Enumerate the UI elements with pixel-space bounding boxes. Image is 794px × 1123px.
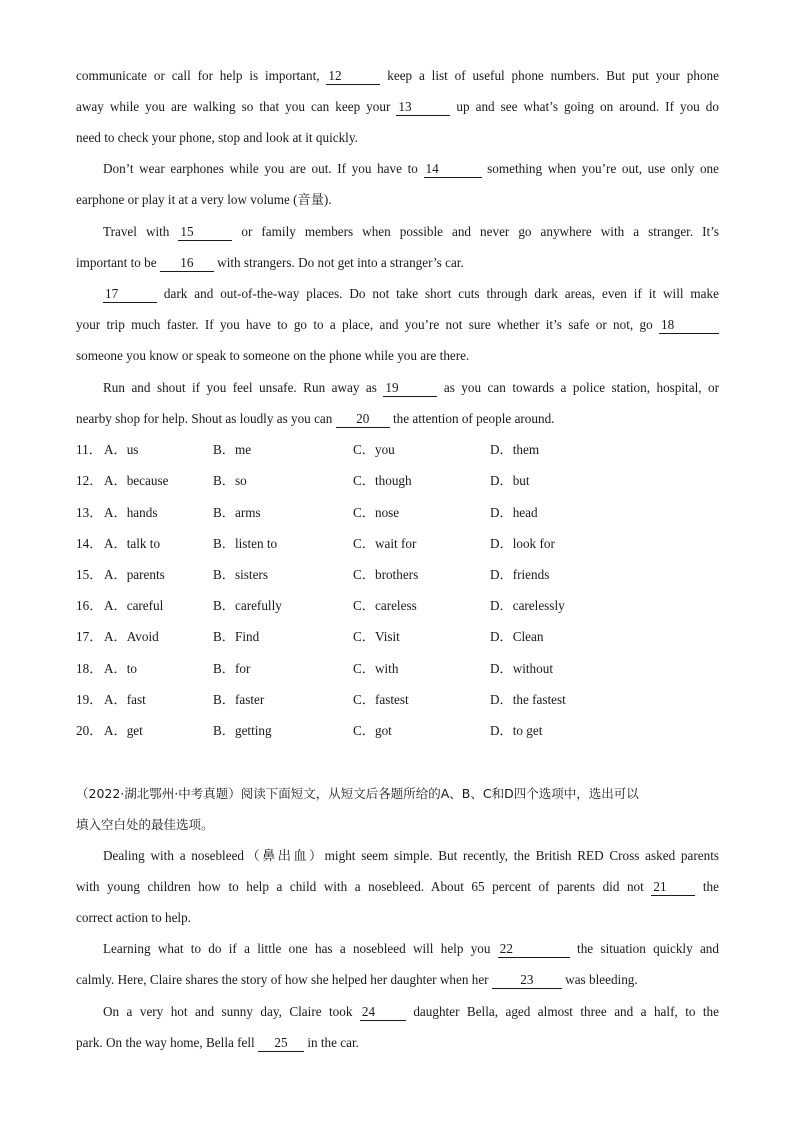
option-c: C．brothers xyxy=(353,567,419,582)
option-c: C．wait for xyxy=(353,536,417,551)
option-b: B．listen to xyxy=(213,536,278,551)
option-c: C．careless xyxy=(353,598,417,613)
option-a: A．parents xyxy=(104,567,165,582)
blank-16: 16 xyxy=(160,255,214,272)
text-line: nearby shop for help. Shout as loudly as you can 20 the attention of people around. xyxy=(76,411,555,426)
option-a: A．get xyxy=(104,723,143,738)
section-instruction: 填入空白处的最佳选项。 xyxy=(76,817,214,832)
text-line: communicate or call for help is important, 12 keep a list of useful phone numbers. But put your phone xyxy=(76,68,719,83)
text-line: need to check your phone, stop and look at it quickly. xyxy=(76,130,358,145)
question-row: 17． A．Avoid B．Find C．Visit D．Clean xyxy=(76,627,719,647)
question-row: 14． A．talk to B．listen to C．wait for D．look for xyxy=(76,534,719,554)
option-d: D．but xyxy=(490,473,530,488)
blank-20: 20 xyxy=(336,411,390,428)
option-d: D．Clean xyxy=(490,629,544,644)
option-c: C．fastest xyxy=(353,692,409,707)
question-row: 12． A．because B．so C．though D．but xyxy=(76,471,719,491)
blank-18: 18 xyxy=(659,317,719,334)
text-line: Learning what to do if a little one has a nosebleed will help you 22 the situation quickly and xyxy=(103,941,719,956)
option-a: A．us xyxy=(104,442,139,457)
blank-14: 14 xyxy=(424,161,482,178)
option-b: B．getting xyxy=(213,723,272,738)
option-b: B．arms xyxy=(213,505,261,520)
option-c: C．Visit xyxy=(353,629,400,644)
blank-21: 21 xyxy=(651,879,695,896)
text-line: your trip much faster. If you have to go to a place, and you’re not sure whether it’s safe or not, go 18 xyxy=(76,315,719,335)
option-b: B．Find xyxy=(213,629,260,644)
blank-24: 24 xyxy=(360,1004,406,1021)
question-row: 15． A．parents B．sisters C．brothers D．friends xyxy=(76,565,719,585)
text-line: important to be 16 with strangers. Do not get into a stranger’s car. xyxy=(76,255,464,270)
section-instruction: （2022·湖北鄂州·中考真题）阅读下面短文，从短文后各题所给的A、B、C和D四个选项中，选出可以 xyxy=(76,786,639,801)
option-b: B．so xyxy=(213,473,247,488)
blank-25: 25 xyxy=(258,1035,304,1052)
text-line: Run and shout if you feel unsafe. Run away as 19 as you can towards a police station, hospital, or xyxy=(103,380,719,395)
question-row: 18． A．to B．for C．with D．without xyxy=(76,659,719,679)
option-c: C．nose xyxy=(353,505,400,520)
question-row: 19． A．fast B．faster C．fastest D．the fastest xyxy=(76,690,719,710)
blank-13: 13 xyxy=(396,99,450,116)
option-b: B．sisters xyxy=(213,567,268,582)
question-row: 11． A．us B．me C．you D．them xyxy=(76,440,719,460)
blank-19: 19 xyxy=(383,380,437,397)
option-b: B．carefully xyxy=(213,598,282,613)
option-d: D．without xyxy=(490,661,554,676)
option-d: D．carelessly xyxy=(490,598,565,613)
option-a: A．talk to xyxy=(104,536,161,551)
option-b: B．for xyxy=(213,661,251,676)
blank-23: 23 xyxy=(492,972,562,989)
text-line: Don’t wear earphones while you are out. If you have to 14 something when you’re out, use only one xyxy=(103,161,719,176)
option-a: A．to xyxy=(104,661,137,676)
option-a: A．because xyxy=(104,473,169,488)
option-d: D．them xyxy=(490,442,540,457)
blank-12: 12 xyxy=(326,68,380,85)
option-a: A．Avoid xyxy=(104,629,159,644)
option-a: A．hands xyxy=(104,505,158,520)
option-c: C．you xyxy=(353,442,395,457)
option-d: D．to get xyxy=(490,723,543,738)
option-b: B．me xyxy=(213,442,252,457)
option-d: D．head xyxy=(490,505,538,520)
text-line: Travel with 15 or family members when possible and never go anywhere with a stranger. It’s xyxy=(103,224,719,239)
text-line: calmly. Here, Claire shares the story of how she helped her daughter when her 23 was bleeding. xyxy=(76,972,638,987)
text-line: with young children how to help a child with a nosebleed. About 65 percent of parents did not 21 the xyxy=(76,879,719,894)
text-line: away while you are walking so that you can keep your 13 up and see what’s going on around. If you do xyxy=(76,99,719,114)
text-line: correct action to help. xyxy=(76,910,191,925)
option-a: A．careful xyxy=(104,598,164,613)
option-d: D．the fastest xyxy=(490,692,566,707)
option-a: A．fast xyxy=(104,692,146,707)
text-line: Dealing with a nosebleed（鼻出血）might seem simple. But recently, the British RED Cross asked parents xyxy=(103,848,719,863)
blank-15: 15 xyxy=(178,224,232,241)
option-c: C．got xyxy=(353,723,392,738)
text-line: 17 dark and out-of-the-way places. Do not take short cuts through dark areas, even if it will make xyxy=(105,286,719,301)
option-c: C．with xyxy=(353,661,399,676)
question-row: 13． A．hands B．arms C．nose D．head xyxy=(76,503,719,523)
text-line: On a very hot and sunny day, Claire took 24 daughter Bella, aged almost three and a half, to the xyxy=(103,1004,719,1019)
blank-22: 22 xyxy=(498,941,570,958)
question-row: 16． A．careful B．carefully C．careless D．carelessly xyxy=(76,596,719,616)
text-line: park. On the way home, Bella fell 25 in the car. xyxy=(76,1035,359,1050)
text-line: earphone or play it at a very low volume (音量). xyxy=(76,192,332,207)
option-d: D．look for xyxy=(490,536,555,551)
option-b: B．faster xyxy=(213,692,265,707)
text-line: someone you know or speak to someone on the phone while you are there. xyxy=(76,348,470,363)
option-d: D．friends xyxy=(490,567,550,582)
option-c: C．though xyxy=(353,473,412,488)
blank-17: 17 xyxy=(103,286,157,303)
question-row: 20． A．get B．getting C．got D．to get xyxy=(76,721,719,741)
